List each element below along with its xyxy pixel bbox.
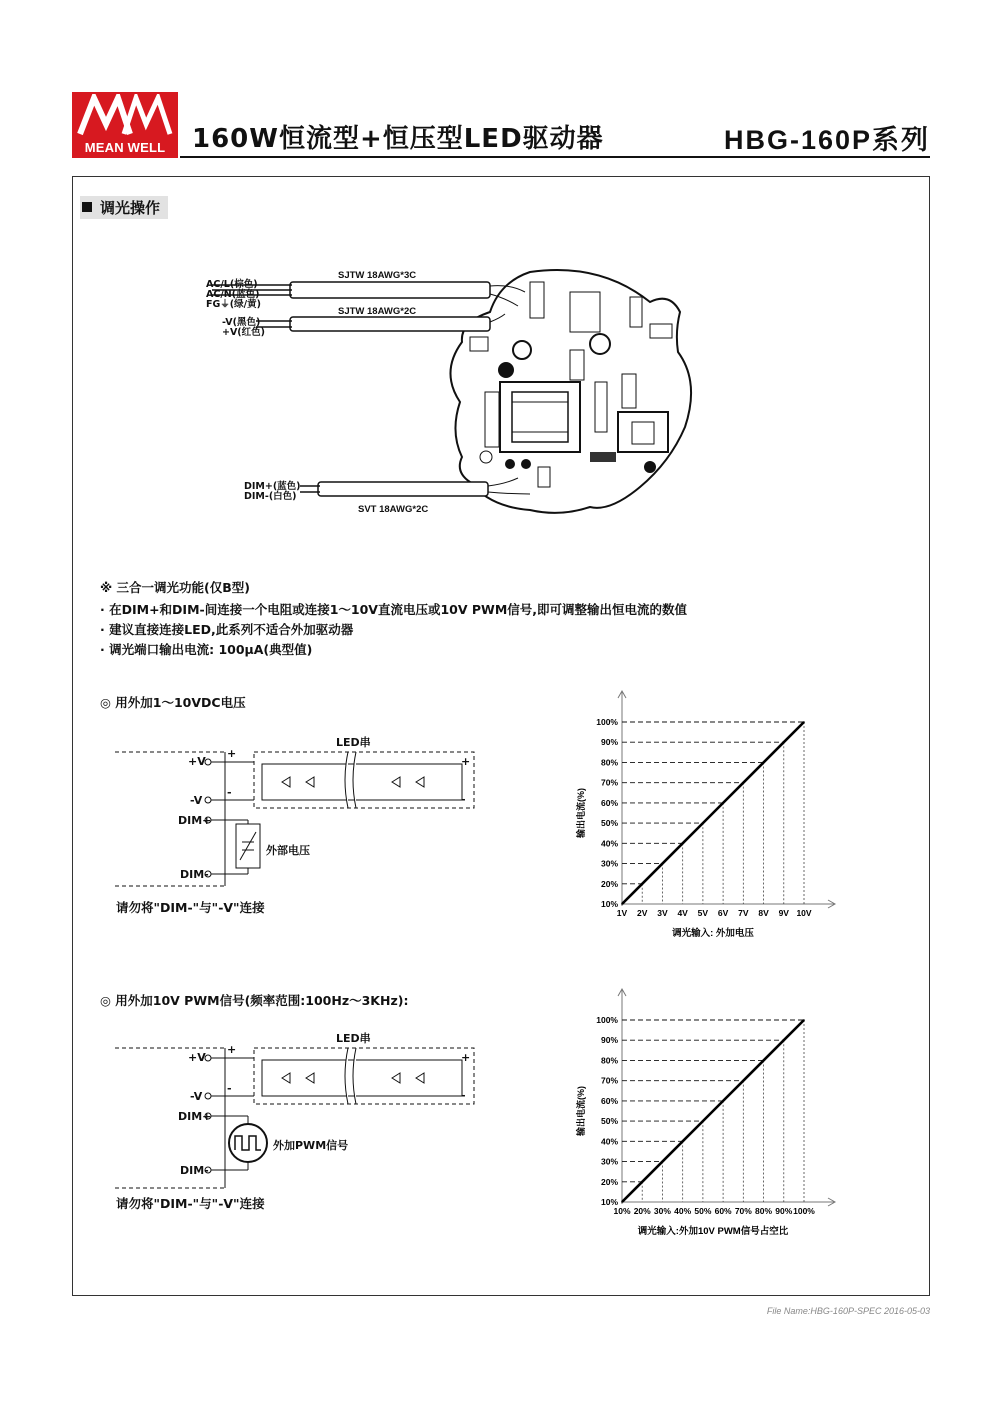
- circuit2-source-label: 外加PWM信号: [273, 1139, 349, 1152]
- x-tick-label: 5V: [697, 908, 709, 918]
- circuit1-dimplus: DIM+: [178, 814, 212, 827]
- circuit1-vplus: +V: [188, 755, 206, 768]
- ac-cable-label: SJTW 18AWG*3C: [338, 270, 417, 281]
- data-point: [662, 863, 664, 865]
- x-tick-label: 90%: [775, 1206, 793, 1216]
- circuit2-led-string: LED串: [336, 1032, 371, 1045]
- y-tick-label: 10%: [600, 899, 618, 909]
- data-point: [803, 1019, 805, 1021]
- x-tick-label: 1V: [616, 908, 628, 918]
- y-axis-label: 输出电流(%): [576, 1086, 586, 1136]
- y-tick-label: 40%: [600, 1136, 618, 1147]
- circuit1-plus-in: +: [227, 747, 237, 760]
- y-tick-label: 80%: [600, 757, 618, 768]
- circuit2-dimminus: DIM-: [180, 1164, 209, 1177]
- data-point: [722, 1100, 724, 1102]
- data-point: [702, 1120, 704, 1122]
- data-point: [682, 843, 684, 845]
- series-line: [622, 722, 804, 904]
- y-tick-label: 60%: [600, 1095, 618, 1106]
- series-name: HBG-160P系列: [723, 125, 930, 155]
- data-point: [783, 1039, 785, 1041]
- circuit2-subtitle: ◎ 用外加10V PWM信号(频率范围:100Hz～3KHz):: [100, 993, 409, 1008]
- circuit1-warning: 请勿将"DIM-"与"-V"连接: [116, 900, 265, 915]
- x-tick-label: 4V: [677, 908, 688, 918]
- x-tick-label: 50%: [694, 1206, 712, 1216]
- circuit2-warning: 请勿将"DIM-"与"-V"连接: [116, 1196, 265, 1211]
- data-point: [763, 762, 765, 764]
- dimming-chart-voltage: [560, 688, 850, 944]
- note-bullet-3: · 调光端口输出电流: 100μA(典型值): [100, 642, 313, 657]
- square-bullet-icon: [82, 202, 92, 212]
- circuit2-plus-in: +: [227, 1043, 237, 1056]
- section-title: 调光操作: [100, 199, 161, 217]
- y-tick-label: 20%: [600, 878, 618, 889]
- data-point: [641, 1181, 643, 1183]
- page-title: 160W恒流型+恒压型LED驱动器: [192, 124, 604, 154]
- y-axis-label: 输出电流(%): [576, 788, 586, 838]
- circuit2-diagram: [110, 1026, 490, 1196]
- x-tick-label: 70%: [734, 1206, 752, 1216]
- y-tick-label: 60%: [600, 797, 618, 808]
- section-heading: [80, 196, 168, 219]
- y-tick-label: 10%: [600, 1197, 618, 1207]
- data-point: [763, 1060, 765, 1062]
- dim-pos-label: DIM+(蓝色): [244, 481, 301, 492]
- brand-text: MEAN WELL: [84, 140, 166, 155]
- circuit2-vminus: -V: [190, 1090, 203, 1103]
- circuit1-dimminus: DIM-: [180, 868, 209, 881]
- series-line: [622, 1020, 804, 1202]
- mw-logo-mark: [76, 94, 174, 138]
- y-tick-label: 80%: [600, 1055, 618, 1066]
- y-tick-label: 70%: [600, 777, 618, 788]
- circuit1-diagram: [110, 730, 490, 900]
- dim-cable-label: SVT 18AWG*2C: [358, 504, 429, 515]
- x-tick-label: 6V: [717, 908, 729, 918]
- x-tick-label: 9V: [778, 908, 789, 918]
- y-tick-label: 70%: [600, 1075, 618, 1086]
- y-tick-label: 90%: [600, 737, 618, 748]
- data-point: [743, 1080, 745, 1082]
- v-pos-label: +V(红色): [222, 327, 265, 338]
- data-point: [621, 903, 623, 905]
- circuit1-vminus: -V: [190, 794, 203, 807]
- circuit1-source-label: 外部电压: [266, 844, 310, 857]
- x-axis-label: 调光输入:外加10V PWM信号占空比: [637, 1226, 789, 1237]
- x-tick-label: 60%: [714, 1206, 732, 1216]
- x-tick-label: 3V: [657, 908, 668, 918]
- x-tick-label: 2V: [637, 908, 648, 918]
- x-tick-label: 30%: [653, 1206, 671, 1216]
- data-point: [682, 1141, 684, 1143]
- v-neg-label: -V(黑色): [222, 317, 261, 328]
- dim-neg-label: DIM-(白色): [244, 491, 297, 502]
- data-point: [641, 883, 643, 885]
- data-point: [621, 1201, 623, 1203]
- x-tick-label: 80%: [755, 1206, 773, 1216]
- y-tick-label: 50%: [600, 1116, 618, 1127]
- y-tick-label: 100%: [596, 717, 618, 727]
- data-point: [662, 1161, 664, 1163]
- x-tick-label: 100%: [793, 1206, 815, 1216]
- circuit1-subtitle: ◎ 用外加1～10VDC电压: [100, 695, 246, 710]
- dc-cable-label: SJTW 18AWG*2C: [338, 306, 417, 317]
- ac-n-label: AC/N(蓝色): [206, 289, 260, 300]
- circuit2-plus-out: +: [461, 1051, 471, 1064]
- y-tick-label: 40%: [600, 838, 618, 849]
- data-point: [803, 721, 805, 723]
- data-point: [702, 822, 704, 824]
- data-point: [783, 741, 785, 743]
- x-axis-label: 调光输入: 外加电压: [672, 928, 754, 939]
- data-point: [743, 782, 745, 784]
- note-bullet-1: · 在DIM+和DIM-间连接一个电阻或连接1～10V直流电压或10V PWM信号,即可调整输出恒电流的数值: [100, 602, 688, 617]
- y-tick-label: 30%: [600, 858, 618, 869]
- circuit1-minus-in: -: [227, 786, 232, 799]
- x-tick-label: 40%: [674, 1206, 692, 1216]
- pwm-source-icon: [229, 1124, 267, 1162]
- y-tick-label: 50%: [600, 818, 618, 829]
- data-point: [722, 802, 724, 804]
- note-bullet-2: · 建议直接连接LED,此系列不适合外加驱动器: [100, 622, 354, 637]
- x-tick-label: 7V: [738, 908, 749, 918]
- dimming-chart-pwm: [560, 986, 850, 1242]
- circuit1-led-string: LED串: [336, 736, 371, 749]
- mean-well-logo: [72, 92, 178, 158]
- y-tick-label: 30%: [600, 1156, 618, 1167]
- circuit2-dimplus: DIM+: [178, 1110, 212, 1123]
- y-tick-label: 100%: [596, 1015, 618, 1025]
- x-tick-label: 10%: [613, 1206, 631, 1216]
- fg-label: FG⏚(绿/黄): [206, 299, 261, 310]
- file-name-footer: File Name:HBG-160P-SPEC 2016-05-03: [766, 1306, 930, 1316]
- ac-l-label: AC/L(棕色): [206, 279, 258, 290]
- circuit1-plus-out: +: [461, 755, 471, 768]
- circuit2-minus-out: -: [461, 1089, 466, 1102]
- x-tick-label: 8V: [758, 908, 769, 918]
- y-tick-label: 20%: [600, 1176, 618, 1187]
- x-tick-label: 20%: [633, 1206, 651, 1216]
- x-tick-label: 10V: [796, 908, 812, 918]
- y-tick-label: 90%: [600, 1035, 618, 1046]
- circuit2-minus-in: -: [227, 1082, 232, 1095]
- circuit1-minus-out: -: [461, 793, 466, 806]
- circuit2-vplus: +V: [188, 1051, 206, 1064]
- notes-title: ※ 三合一调光功能(仅B型): [100, 580, 250, 595]
- header-rule: [180, 156, 930, 158]
